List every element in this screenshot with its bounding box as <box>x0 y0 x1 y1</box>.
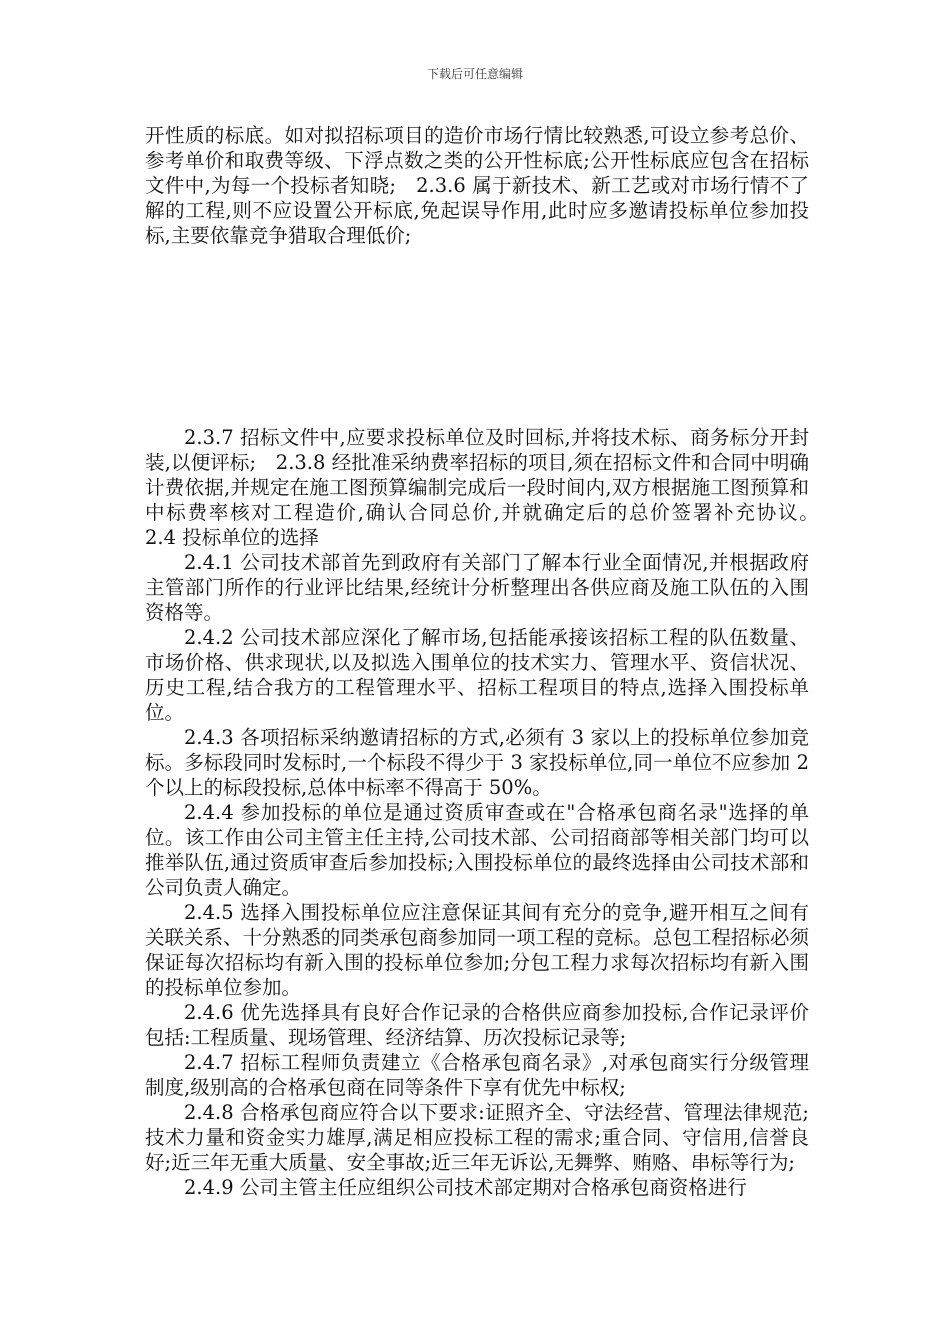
text-block-main <box>145 425 888 1200</box>
paragraph: 开性质的标底。如对拟招标项目的造价市场行情比较熟悉,可设立参考总价、参考单价和取费等级、下浮点数之类的公开性标底;公开性标底应包含在招标文件中,为每一个投标者知晓; 2.3.6 属于新技术、新工艺或对市场行情不了解的工程,则不应设置公开标底,免起误导作用,此时应多邀请投标单位参加投标,主要依靠竞争猎取合理低价; <box>145 124 809 247</box>
paragraph-2-4-9: 2.4.9 公司主管主任应组织公司技术部定期对合格承包商资格进行 <box>184 1176 747 1199</box>
paragraph-2-4-5: 2.4.5 选择入围投标单位应注意保证其间有充分的竞争,避开相互之间有关联关系、十分熟悉的同类承包商参加同一项工程的竞标。总包工程招标必须保证每次招标均有新入围的投标单位参加;分包工程力求每次招标均有新入围的投标单位参加。 <box>145 901 809 999</box>
paragraph-2-3-7: 2.3.7 招标文件中,应要求投标单位及时回标,并将技术标、商务标分开封装,以便评标; 2.3.8 经批准采纳费率招标的项目,须在招标文件和合同中明确计费依据,并规定在施工图预算编制完成后一段时间内,双方根据施工图预算和中标费率核对工程造价,确认合同总价,并就确定后的总价签署补充协议。 2.4 投标单位的选择 <box>145 426 888 549</box>
page-header: 下载后可任意编辑 <box>426 67 523 81</box>
paragraph-2-4-4: 2.4.4 参加投标的单位是通过资质审查或在"合格承包商名录"选择的单位。该工作由公司主管主任主持,公司技术部、公司招商部等相关部门均可以推举队伍,通过资质审查后参加投标;入围投标单位的最终选择由公司技术部和公司负责人确定。 <box>145 801 809 899</box>
paragraph-2-4-7: 2.4.7 招标工程师负责建立《合格承包商名录》,对承包商实行分级管理制度,级别高的合格承包商在同等条件下享有优先中标权; <box>145 1051 809 1099</box>
paragraph-2-4-1: 2.4.1 公司技术部首先到政府有关部门了解本行业全面情况,并根据政府主管部门所作的行业评比结果,经统计分析整理出各供应商及施工队伍的入围资格等。 <box>145 551 809 624</box>
text-block-top <box>145 123 809 248</box>
paragraph-2-4-2: 2.4.2 公司技术部应深化了解市场,包括能承接该招标工程的队伍数量、市场价格、供求现状,以及拟选入围单位的技术实力、管理水平、资信状况、历史工程,结合我方的工程管理水平、招标工程项目的特点,选择入围投标单位。 <box>145 626 809 724</box>
paragraph-2-4-6: 2.4.6 优先选择具有良好合作记录的合格供应商参加投标,合作记录评价包括:工程质量、现场管理、经济结算、历次投标记录等; <box>145 1001 809 1049</box>
paragraph-2-4-3: 2.4.3 各项招标采纳邀请招标的方式,必须有 3 家以上的投标单位参加竞标。多标段同时发标时,一个标段不得少于 3 家投标单位,同一单位不应参加 2 个以上的标段投标,总体中标率不得高于 50%。 <box>145 726 809 799</box>
paragraph-2-4-8: 2.4.8 合格承包商应符合以下要求:证照齐全、守法经营、管理法律规范;技术力量和资金实力雄厚,满足相应投标工程的需求;重合同、守信用,信誉良好;近三年无重大质量、安全事故;近三年无诉讼,无舞弊、贿赂、串标等行为; <box>145 1101 809 1174</box>
